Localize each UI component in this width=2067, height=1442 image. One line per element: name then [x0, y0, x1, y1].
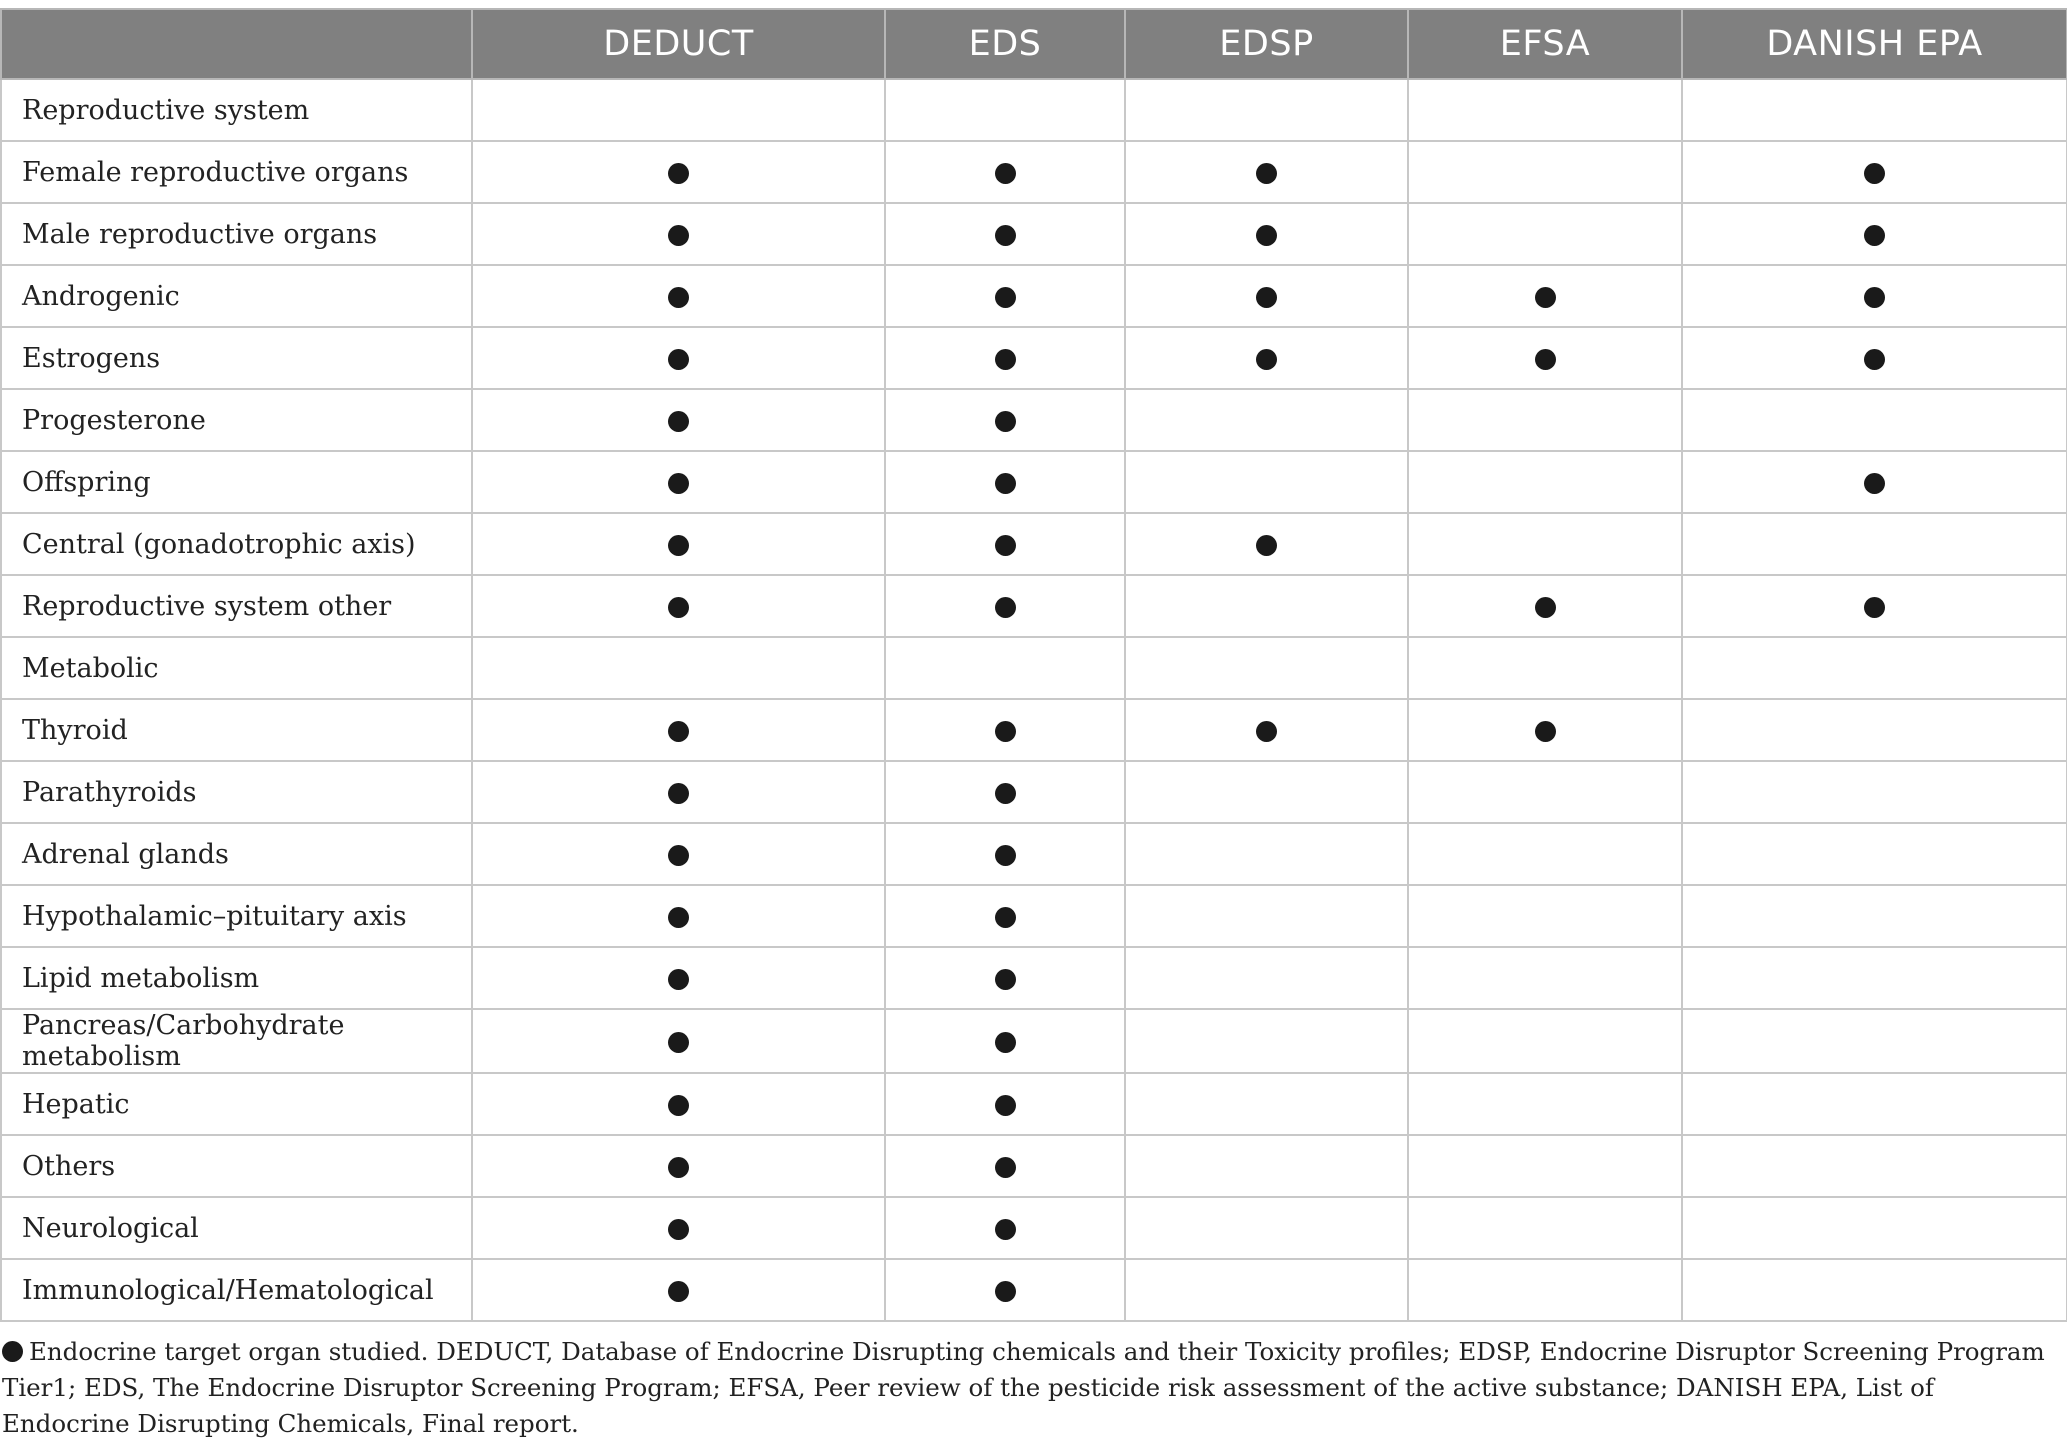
mark-cell — [472, 699, 885, 761]
filled-circle-icon — [1864, 473, 1885, 494]
mark-cell — [1682, 823, 2067, 885]
table-footnote — [0, 1334, 2062, 1442]
mark-cell — [1682, 203, 2067, 265]
table-row — [1, 141, 2067, 203]
table-row — [1, 1073, 2067, 1135]
filled-circle-icon — [668, 1032, 689, 1053]
filled-circle-icon — [668, 721, 689, 742]
mark-cell — [885, 1135, 1125, 1197]
filled-circle-icon — [1535, 721, 1556, 742]
filled-circle-icon — [668, 411, 689, 432]
mark-cell — [472, 637, 885, 699]
table-row — [1, 451, 2067, 513]
row-label: Immunological/Hematological — [1, 1259, 472, 1321]
filled-circle-icon — [668, 597, 689, 618]
mark-cell — [1125, 761, 1408, 823]
filled-circle-icon — [995, 907, 1016, 928]
mark-cell — [472, 1259, 885, 1321]
column-header-edsp: EDSP — [1125, 9, 1408, 79]
table-row — [1, 1259, 2067, 1321]
mark-cell — [885, 1259, 1125, 1321]
mark-cell — [1125, 1135, 1408, 1197]
row-label: Hypothalamic–pituitary axis — [1, 885, 472, 947]
mark-cell — [1682, 1073, 2067, 1135]
mark-cell — [472, 761, 885, 823]
footnote-text: Endocrine target organ studied. DEDUCT, Database of Endocrine Disrupting chemicals and their Toxicity profiles; EDSP, Endocrine Disruptor Screening Program Tier1; EDS, The Endocrine Disruptor Screening Program; EFSA, Peer review of the pesticide risk assessment of the active substance; DANISH EPA, List of Endocrine Disrupting Chemicals, Final report. — [2, 1337, 2045, 1438]
filled-circle-icon — [995, 287, 1016, 308]
mark-cell — [1125, 885, 1408, 947]
mark-cell — [1408, 823, 1682, 885]
mark-cell — [472, 1135, 885, 1197]
filled-circle-icon — [668, 349, 689, 370]
table-row — [1, 885, 2067, 947]
mark-cell — [472, 947, 885, 1009]
mark-cell — [1125, 1197, 1408, 1259]
table-row — [1, 575, 2067, 637]
mark-cell — [1682, 513, 2067, 575]
row-label: Central (gonadotrophic axis) — [1, 513, 472, 575]
mark-cell — [472, 203, 885, 265]
mark-cell — [1408, 79, 1682, 141]
filled-circle-icon — [995, 1281, 1016, 1302]
filled-circle-icon — [668, 969, 689, 990]
table-row — [1, 389, 2067, 451]
filled-circle-icon — [1535, 349, 1556, 370]
filled-circle-icon — [1256, 287, 1277, 308]
mark-cell — [1682, 699, 2067, 761]
row-label: Adrenal glands — [1, 823, 472, 885]
mark-cell — [885, 823, 1125, 885]
mark-cell — [1408, 265, 1682, 327]
mark-cell — [1408, 1009, 1682, 1073]
mark-cell — [472, 1197, 885, 1259]
mark-cell — [885, 79, 1125, 141]
mark-cell — [1125, 947, 1408, 1009]
filled-circle-icon — [1535, 597, 1556, 618]
table-row — [1, 79, 2067, 141]
mark-cell — [1408, 141, 1682, 203]
mark-cell — [1408, 327, 1682, 389]
mark-cell — [885, 1073, 1125, 1135]
mark-cell — [1125, 1009, 1408, 1073]
filled-circle-icon — [1864, 163, 1885, 184]
mark-cell — [1125, 575, 1408, 637]
filled-circle-icon — [1256, 163, 1277, 184]
row-label: Others — [1, 1135, 472, 1197]
mark-cell — [885, 327, 1125, 389]
row-label: Androgenic — [1, 265, 472, 327]
table-row — [1, 699, 2067, 761]
filled-circle-icon — [668, 1219, 689, 1240]
mark-cell — [885, 389, 1125, 451]
mark-cell — [1682, 141, 2067, 203]
table-row — [1, 327, 2067, 389]
mark-cell — [472, 575, 885, 637]
mark-cell — [1125, 1073, 1408, 1135]
mark-cell — [1125, 1259, 1408, 1321]
mark-cell — [1125, 823, 1408, 885]
mark-cell — [1125, 637, 1408, 699]
mark-cell — [1682, 1135, 2067, 1197]
mark-cell — [1408, 389, 1682, 451]
column-header-efsa: EFSA — [1408, 9, 1682, 79]
row-label: Progesterone — [1, 389, 472, 451]
filled-circle-icon — [1864, 349, 1885, 370]
filled-circle-icon — [668, 225, 689, 246]
filled-circle-icon — [1864, 287, 1885, 308]
table-row — [1, 1135, 2067, 1197]
mark-cell — [1125, 389, 1408, 451]
mark-cell — [1408, 1259, 1682, 1321]
filled-circle-icon — [1864, 597, 1885, 618]
filled-circle-icon — [995, 349, 1016, 370]
row-label: Neurological — [1, 1197, 472, 1259]
mark-cell — [1408, 885, 1682, 947]
mark-cell — [1408, 575, 1682, 637]
row-label: Metabolic — [1, 637, 472, 699]
row-label: Hepatic — [1, 1073, 472, 1135]
filled-circle-icon — [668, 473, 689, 494]
filled-circle-icon — [995, 473, 1016, 494]
mark-cell — [1125, 141, 1408, 203]
mark-cell — [885, 141, 1125, 203]
table-row — [1, 203, 2067, 265]
row-label: Pancreas/Carbohydrate metabolism — [1, 1009, 472, 1073]
filled-circle-icon — [995, 783, 1016, 804]
header-corner-cell — [1, 9, 472, 79]
table-row — [1, 947, 2067, 1009]
filled-circle-icon — [995, 597, 1016, 618]
mark-cell — [472, 1073, 885, 1135]
mark-cell — [885, 265, 1125, 327]
mark-cell — [472, 265, 885, 327]
mark-cell — [472, 451, 885, 513]
mark-cell — [885, 1009, 1125, 1073]
mark-cell — [1682, 885, 2067, 947]
mark-cell — [1408, 1197, 1682, 1259]
filled-circle-icon — [668, 783, 689, 804]
filled-circle-icon — [2, 1341, 23, 1362]
mark-cell — [472, 823, 885, 885]
mark-cell — [1682, 389, 2067, 451]
mark-cell — [1125, 699, 1408, 761]
mark-cell — [1125, 265, 1408, 327]
filled-circle-icon — [668, 1281, 689, 1302]
filled-circle-icon — [995, 1219, 1016, 1240]
table-row — [1, 1197, 2067, 1259]
mark-cell — [1125, 79, 1408, 141]
mark-cell — [1682, 1259, 2067, 1321]
mark-cell — [885, 1197, 1125, 1259]
filled-circle-icon — [1535, 287, 1556, 308]
mark-cell — [1682, 265, 2067, 327]
mark-cell — [1682, 637, 2067, 699]
mark-cell — [472, 885, 885, 947]
mark-cell — [1682, 451, 2067, 513]
endocrine-target-table — [0, 8, 2067, 1322]
filled-circle-icon — [995, 1095, 1016, 1116]
row-label: Female reproductive organs — [1, 141, 472, 203]
mark-cell — [1408, 451, 1682, 513]
mark-cell — [1408, 699, 1682, 761]
filled-circle-icon — [995, 1032, 1016, 1053]
filled-circle-icon — [995, 1157, 1016, 1178]
mark-cell — [1682, 761, 2067, 823]
mark-cell — [1408, 637, 1682, 699]
row-label: Male reproductive organs — [1, 203, 472, 265]
filled-circle-icon — [995, 411, 1016, 432]
row-label: Parathyroids — [1, 761, 472, 823]
mark-cell — [1408, 1135, 1682, 1197]
mark-cell — [1408, 947, 1682, 1009]
mark-cell — [885, 885, 1125, 947]
mark-cell — [1682, 327, 2067, 389]
filled-circle-icon — [668, 1095, 689, 1116]
filled-circle-icon — [1256, 535, 1277, 556]
mark-cell — [1125, 513, 1408, 575]
filled-circle-icon — [995, 969, 1016, 990]
mark-cell — [885, 761, 1125, 823]
row-label: Estrogens — [1, 327, 472, 389]
mark-cell — [1125, 203, 1408, 265]
row-label: Reproductive system other — [1, 575, 472, 637]
table-row — [1, 1009, 2067, 1073]
column-header-eds: EDS — [885, 9, 1125, 79]
mark-cell — [1682, 575, 2067, 637]
mark-cell — [1682, 79, 2067, 141]
mark-cell — [1408, 761, 1682, 823]
filled-circle-icon — [995, 845, 1016, 866]
filled-circle-icon — [1256, 721, 1277, 742]
table-row — [1, 513, 2067, 575]
mark-cell — [885, 203, 1125, 265]
filled-circle-icon — [1864, 225, 1885, 246]
mark-cell — [885, 451, 1125, 513]
mark-cell — [1682, 947, 2067, 1009]
table-row — [1, 265, 2067, 327]
mark-cell — [472, 327, 885, 389]
mark-cell — [1682, 1009, 2067, 1073]
mark-cell — [1682, 1197, 2067, 1259]
filled-circle-icon — [668, 163, 689, 184]
filled-circle-icon — [995, 535, 1016, 556]
table-header — [1, 9, 2067, 79]
mark-cell — [885, 575, 1125, 637]
filled-circle-icon — [668, 845, 689, 866]
filled-circle-icon — [668, 907, 689, 928]
filled-circle-icon — [668, 535, 689, 556]
mark-cell — [472, 141, 885, 203]
column-header-deduct: DEDUCT — [472, 9, 885, 79]
filled-circle-icon — [1256, 349, 1277, 370]
mark-cell — [885, 637, 1125, 699]
row-label: Offspring — [1, 451, 472, 513]
table-row — [1, 637, 2067, 699]
mark-cell — [1408, 1073, 1682, 1135]
header-row — [1, 9, 2067, 79]
filled-circle-icon — [1256, 225, 1277, 246]
row-label: Lipid metabolism — [1, 947, 472, 1009]
row-label: Reproductive system — [1, 79, 472, 141]
table-body — [1, 79, 2067, 1321]
mark-cell — [1408, 203, 1682, 265]
table-row — [1, 761, 2067, 823]
mark-cell — [1125, 327, 1408, 389]
mark-cell — [885, 947, 1125, 1009]
mark-cell — [472, 79, 885, 141]
filled-circle-icon — [995, 721, 1016, 742]
filled-circle-icon — [995, 225, 1016, 246]
filled-circle-icon — [668, 287, 689, 308]
column-header-danish-epa: DANISH EPA — [1682, 9, 2067, 79]
mark-cell — [472, 1009, 885, 1073]
table-row — [1, 823, 2067, 885]
filled-circle-icon — [668, 1157, 689, 1178]
mark-cell — [472, 389, 885, 451]
mark-cell — [472, 513, 885, 575]
mark-cell — [885, 513, 1125, 575]
mark-cell — [1125, 451, 1408, 513]
mark-cell — [885, 699, 1125, 761]
mark-cell — [1408, 513, 1682, 575]
filled-circle-icon — [995, 163, 1016, 184]
row-label: Thyroid — [1, 699, 472, 761]
